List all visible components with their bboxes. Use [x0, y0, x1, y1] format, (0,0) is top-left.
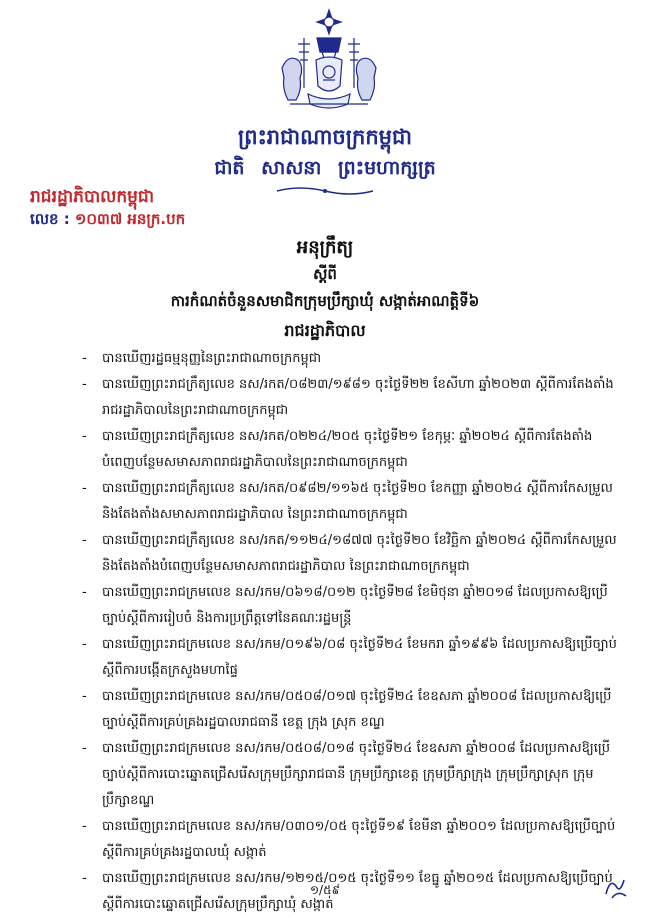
legal-basis-list	[80, 346, 620, 918]
list-item: - បានឃើញព្រះរាជក្រមលេខ នស/រកម/០៥០៨/០១៨ ចុះថ្ងៃទី២៤ ខែឧសភា ឆ្នាំ២០០៨ ដែលប្រកាសឱ្យប្រើច្បាប់ស្តីពីការបោះឆ្នោតជ្រើសរើសក្រុមប្រឹក្សារាជធានី ក្រុមប្រឹក្សាខេត្ត ក្រុមប្រឹក្សាក្រុង ក្រុមប្រឹក្សាស្រុក ក្រុមប្រឹក្សាខណ្ឌ	[82, 741, 610, 808]
royal-emblem-icon	[268, 8, 390, 118]
list-item: - បានឃើញព្រះរាជក្រឹត្យលេខ នស/រកត/០៩៨២/១១៦៥ ចុះថ្ងៃទី២០ ខែកញ្ញា ឆ្នាំ២០២៤ ស្តីពីការកែសម្រួលនិងតែងតាំងសមាសភាពរាជរដ្ឋាភិបាល នៃព្រះរាជាណាចក្រកម្ពុជា	[82, 481, 613, 522]
document-subject: ការកំណត់ចំនួនសមាជិកក្រុមប្រឹក្សាឃុំ សង្កាត់អាណត្តិទី៦	[170, 292, 480, 310]
divider-ornament-icon	[275, 185, 375, 197]
list-item: - បានឃើញព្រះរាជក្រឹត្យលេខ នស/រកត/០៨២៣/១៩៨១ ចុះថ្ងៃទី២២ ខែសីហា ឆ្នាំ២០២៣ ស្តីពីការតែងតាំងរាជរដ្ឋាភិបាលនៃព្រះរាជាណាចក្រកម្ពុជា	[82, 377, 614, 418]
list-item: - បានឃើញព្រះរាជក្រមលេខ នស/រកម/០៣០១/០៥ ចុះថ្ងៃទី១៩ ខែមីនា ឆ្នាំ២០០១ ដែលប្រកាសឱ្យប្រើច្បាប់ស្តីពីការគ្រប់គ្រងរដ្ឋបាលឃុំ សង្កាត់	[82, 819, 616, 860]
kingdom-heading: ព្រះរាជាណាចក្រកម្ពុជា	[237, 125, 412, 149]
list-item: - បានឃើញព្រះរាជក្រឹត្យលេខ នស/រកត/០២២៤/២០៥ ចុះថ្ងៃទី២១ ខែកុម្ភៈ ឆ្នាំ២០២៤ ស្តីពីការតែងតាំងបំពេញបន្ថែមសមាសភាពរាជរដ្ឋាភិបាលនៃព្រះរាជាណាចក្រកម្ពុជា	[82, 429, 593, 470]
list-item: - បានឃើញព្រះរាជក្រមលេខ នស/រកម/០៥០៨/០១៧ ចុះថ្ងៃទី២៤ ខែឧសភា ឆ្នាំ២០០៨ ដែលប្រកាសឱ្យប្រើច្បាប់ស្តីពីការគ្រប់គ្រងរដ្ឋបាលរាជធានី ខេត្ត ក្រុង ស្រុក ខណ្ឌ	[82, 689, 612, 730]
page-number: ១/៥៩	[309, 883, 341, 897]
handwritten-initials-icon	[600, 872, 630, 902]
list-item: - បានឃើញព្រះរាជក្រមលេខ នស/រកម/១២១៥/០១៥ ចុះថ្ងៃទី១១ ខែធ្នូ ឆ្នាំ២០១៥ ដែលប្រកាសឱ្យប្រើច្បាប់ស្តីពីការបោះឆ្នោតជ្រើសរើសក្រុមប្រឹក្សាឃុំ សង្កាត់	[82, 871, 613, 912]
issuing-government: រាជរដ្ឋាភិបាលកម្ពុជា	[30, 187, 155, 207]
document-number-label: លេខ :	[30, 210, 70, 228]
document-type: អនុក្រឹត្យ	[296, 237, 354, 258]
list-item: - បានឃើញព្រះរាជក្រមលេខ នស/រកម/០១៩៦/០៨ ចុះថ្ងៃទី២៤ ខែមករា ឆ្នាំ១៩៩៦ ដែលប្រកាសឱ្យប្រើច្បាប់ស្តីពីការបង្កើតក្រសួងមហាផ្ទៃ	[82, 637, 617, 678]
document-number-value: ១០៣៧ អនក្រ.បក	[75, 210, 186, 228]
list-item: - បានឃើញព្រះរាជក្រមលេខ នស/រកម/០៦១៨/០១២ ចុះថ្ងៃទី២៨ ខែមិថុនា ឆ្នាំ២០១៨ ដែលប្រកាសឱ្យប្រើច្បាប់ស្តីពីការរៀបចំ និងការប្រព្រឹត្តទៅនៃគណៈរដ្ឋមន្ត្រី	[82, 585, 608, 626]
national-motto: ជាតិ សាសនា ព្រះមហាក្សត្រ	[214, 157, 436, 179]
list-item: - បានឃើញរដ្ឋធម្មនុញ្ញនៃព្រះរាជាណាចក្រកម្ពុជា	[82, 351, 322, 366]
document-number	[30, 210, 185, 232]
list-item: - បានឃើញព្រះរាជក្រឹត្យលេខ នស/រកត/១១២៤/១៨៧៧ ចុះថ្ងៃទី២០ ខែវិច្ឆិកា ឆ្នាំ២០២៤ ស្តីពីការកែសម្រួលនិងតែងតាំងបំពេញបន្ថែមសមាសភាពរាជរដ្ឋាភិបាល នៃព្រះរាជាណាចក្រកម្ពុជា	[82, 533, 617, 574]
issuing-authority: រាជរដ្ឋាភិបាល	[284, 321, 366, 340]
subject-intro: ស្តីពី	[313, 265, 337, 283]
